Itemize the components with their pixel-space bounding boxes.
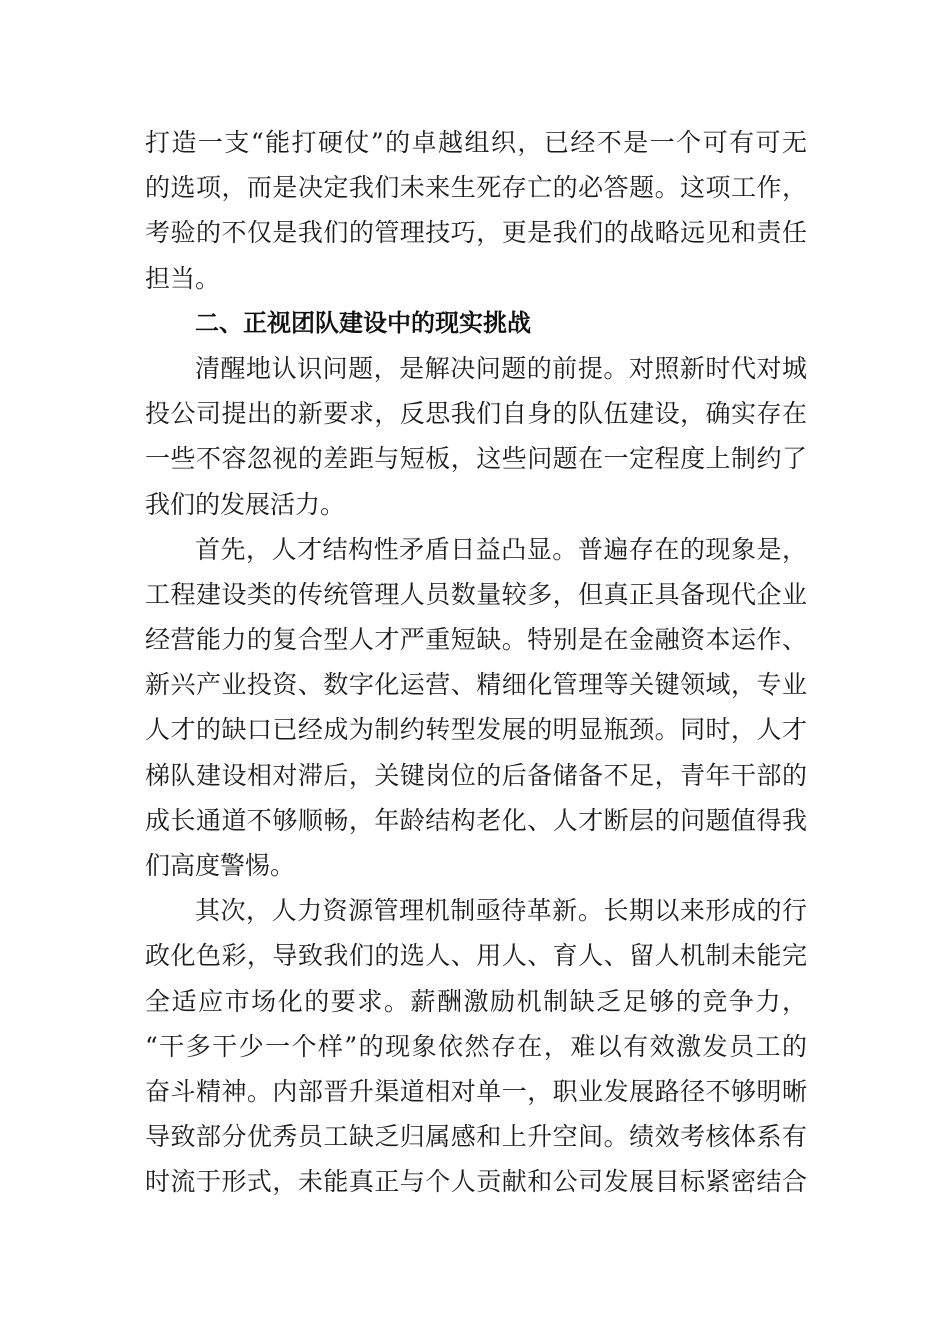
paragraph-hr-mechanism [145, 888, 807, 1204]
text-line: 我们的发展活力。 [145, 489, 346, 519]
text-line: 人才的缺口已经成为制约转型发展的明显瓶颈。同时，人才 [145, 715, 807, 745]
text-line: 全适应市场化的要求。薪酬激励机制缺乏足够的竞争力， [145, 986, 807, 1016]
paragraph-talent-structure [145, 527, 807, 889]
text-line: 一些不容忽视的差距与短板，这些问题在一定程度上制约了 [145, 444, 807, 474]
text-line: 经营能力的复合型人才严重短缺。特别是在金融资本运作、 [145, 625, 807, 655]
text-line: 导致部分优秀员工缺乏归属感和上升空间。绩效考核体系有 [145, 1122, 807, 1152]
text-line: 新兴产业投资、数字化运营、精细化管理等关键领域，专业 [145, 670, 807, 700]
text-line: 的选项，而是决定我们未来生死存亡的必答题。这项工作， [145, 173, 807, 203]
section-heading: 二、正视团队建设中的现实挑战 [195, 308, 531, 337]
text-line: 首先，人才结构性矛盾日益凸显。普遍存在的现象是， [195, 534, 807, 564]
text-line: 考验的不仅是我们的管理技巧，更是我们的战略远见和责任 [145, 218, 807, 248]
text-line: 担当。 [145, 263, 221, 293]
text-line: 梯队建设相对滞后，关键岗位的后备储备不足，青年干部的 [145, 760, 807, 790]
text-line: 们高度警惕。 [145, 851, 296, 880]
text-line: 时流于形式，未能真正与个人贡献和公司发展目标紧密结合 [145, 1167, 807, 1197]
paragraph-problem-intro [145, 346, 807, 527]
text-line: 清醒地认识问题，是解决问题的前提。对照新时代对城 [195, 353, 807, 383]
text-line: 政化色彩，导致我们的选人、用人、育人、留人机制未能完 [145, 941, 807, 971]
text-line: 其次，人力资源管理机制亟待革新。长期以来形成的行 [195, 896, 807, 926]
text-line: 奋斗精神。内部晋升渠道相对单一，职业发展路径不够明晰 [145, 1076, 807, 1106]
text-line: 打造一支“能打硬仗”的卓越组织，已经不是一个可有可无 [145, 128, 807, 157]
text-line: 投公司提出的新要求，反思我们自身的队伍建设，确实存在 [145, 399, 807, 429]
text-line: “干多干少一个样”的现象依然存在，难以有效激发员工的 [145, 1031, 807, 1061]
text-line: 工程建设类的传统管理人员数量较多，但真正具备现代企业 [145, 579, 807, 609]
document-body [145, 120, 807, 1205]
paragraph-intro-continuation [145, 120, 807, 301]
text-line: 成长通道不够顺畅，年龄结构老化、人才断层的问题值得我 [145, 805, 807, 835]
